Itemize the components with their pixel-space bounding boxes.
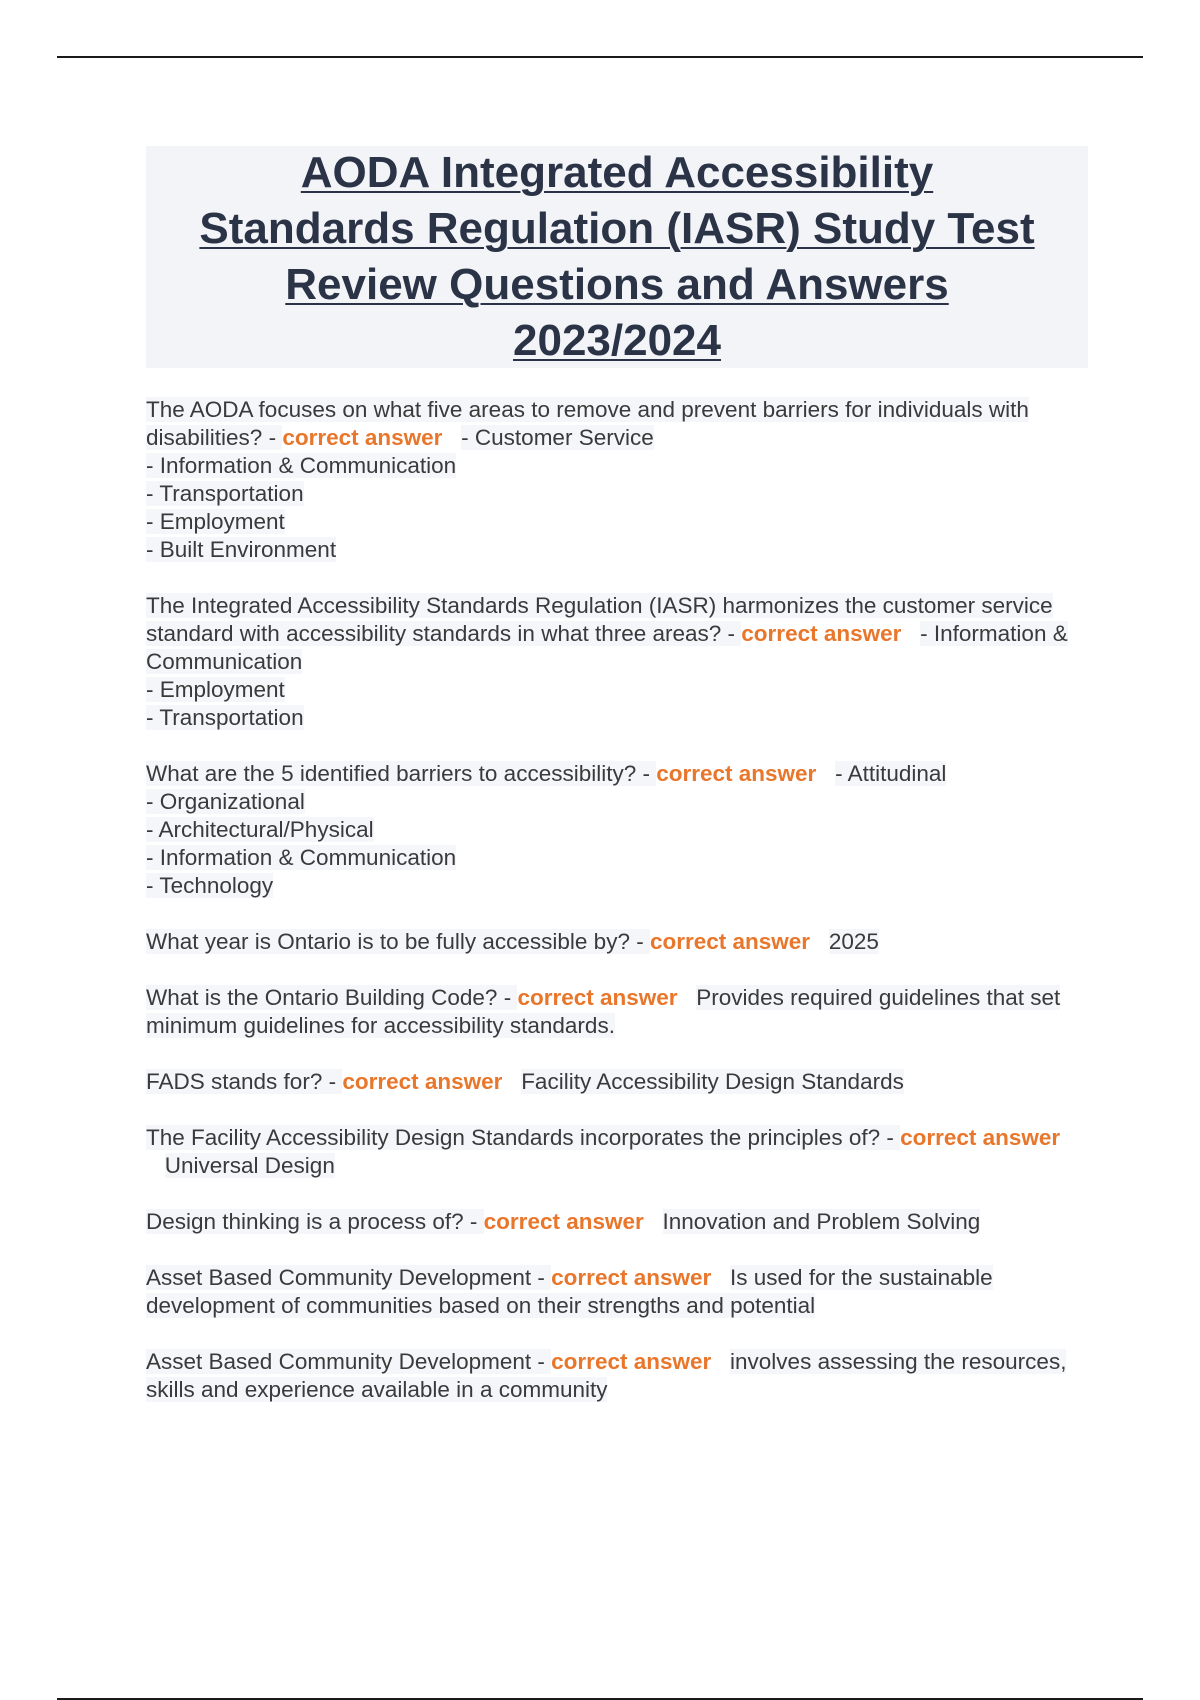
qa-item xyxy=(146,1264,1076,1320)
correct-answer-label: correct answer xyxy=(551,1349,712,1374)
qa-item xyxy=(146,396,1076,564)
question-text: The Facility Accessibility Design Standards incorporates the principles of? - xyxy=(146,1125,901,1150)
question-text: Design thinking is a process of? - xyxy=(146,1209,484,1234)
answer-list-item: - Employment xyxy=(146,509,285,534)
correct-answer-label: correct answer xyxy=(656,761,817,786)
question-text: FADS stands for? - xyxy=(146,1069,343,1094)
correct-answer-label: correct answer xyxy=(342,1069,503,1094)
correct-answer-label: correct answer xyxy=(551,1265,712,1290)
title-line: 2023/2024 xyxy=(513,316,721,365)
answer-list-item: - Technology xyxy=(146,873,274,898)
qa-item xyxy=(146,760,1076,900)
correct-answer-label: correct answer xyxy=(900,1125,1061,1150)
answer-text: involves assessing the resources, skills and experience available in a community xyxy=(146,1349,1067,1402)
answer-text: - Customer Service xyxy=(461,425,654,450)
answer-list-item: - Organizational xyxy=(146,789,305,814)
title-line: Review Questions and Answers xyxy=(285,260,949,309)
answer-list-item: - Employment xyxy=(146,677,285,702)
title-box xyxy=(146,146,1088,368)
answer-text: Provides required guidelines that set minimum guidelines for accessibility standards. xyxy=(146,985,1061,1038)
qa-item xyxy=(146,984,1076,1040)
title-line: AODA Integrated Accessibility xyxy=(300,148,934,197)
top-rule xyxy=(57,56,1143,58)
qa-list xyxy=(146,396,1076,1432)
answer-list-item: - Built Environment xyxy=(146,537,337,562)
question-text: The AODA focuses on what five areas to remove and prevent barriers for individuals with disabilities? - xyxy=(146,397,1029,450)
qa-item xyxy=(146,1348,1076,1404)
qa-item xyxy=(146,1208,1076,1236)
answer-text: Innovation and Problem Solving xyxy=(662,1209,981,1234)
qa-item xyxy=(146,1124,1076,1180)
correct-answer-label: correct answer xyxy=(649,929,811,954)
answer-text: - Information & Communication xyxy=(146,621,1068,674)
answer-list-item: - Transportation xyxy=(146,705,304,730)
answer-text: Is used for the sustainable development of communities based on their strengths and potential xyxy=(146,1265,993,1318)
correct-answer-label: correct answer xyxy=(741,621,902,646)
answer-list-item: - Transportation xyxy=(146,481,304,506)
answer-text: Universal Design xyxy=(164,1153,335,1178)
answer-text: - Attitudinal xyxy=(835,761,947,786)
question-text: What is the Ontario Building Code? - xyxy=(146,985,518,1010)
title-line: Standards Regulation (IASR) Study Test xyxy=(199,204,1035,253)
document-title xyxy=(199,145,1034,369)
correct-answer-label: correct answer xyxy=(282,425,443,450)
answer-text: 2025 xyxy=(828,929,879,954)
answer-list-item: - Architectural/Physical xyxy=(146,817,374,842)
answer-text: Facility Accessibility Design Standards xyxy=(521,1069,904,1094)
question-text: What year is Ontario is to be fully accessible by? - xyxy=(146,929,650,954)
answer-list-item: - Information & Communication xyxy=(146,453,457,478)
correct-answer-label: correct answer xyxy=(517,985,678,1010)
qa-item xyxy=(146,592,1076,732)
question-text: Asset Based Community Development - xyxy=(146,1349,552,1374)
correct-answer-label: correct answer xyxy=(483,1209,644,1234)
question-text: What are the 5 identified barriers to accessibility? - xyxy=(146,761,657,786)
answer-list-item: - Information & Communication xyxy=(146,845,457,870)
qa-item xyxy=(146,1068,1076,1096)
qa-item xyxy=(146,928,1076,956)
question-text: The Integrated Accessibility Standards Regulation (IASR) harmonizes the customer service standard with accessibility standards in what three areas? - xyxy=(146,593,1053,646)
question-text: Asset Based Community Development - xyxy=(146,1265,552,1290)
